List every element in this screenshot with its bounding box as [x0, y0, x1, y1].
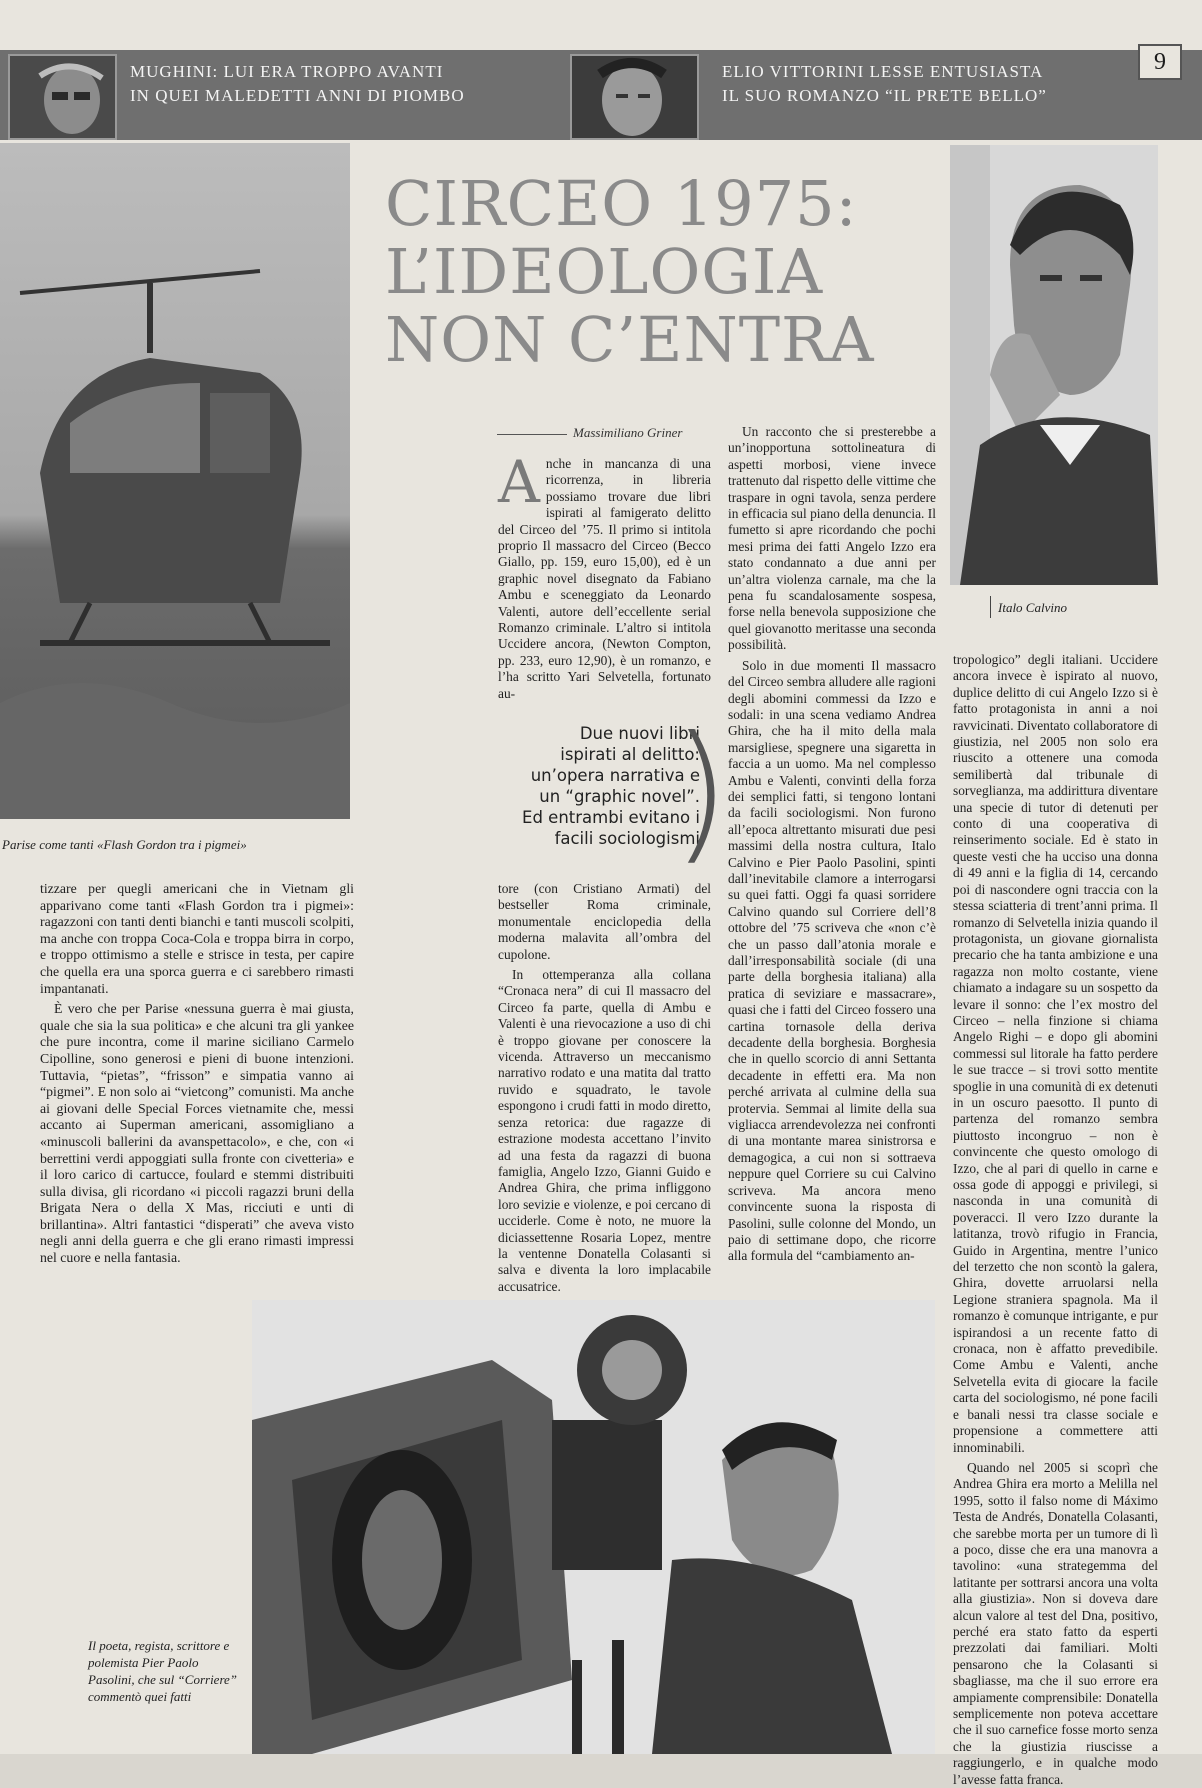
col1-paragraph-2: È vero che per Parise «nessuna guerra è mai giusta, quale che sia la sua politica» e che alcuni tra gli yankee che pure incontra, come il marine siciliano Carmelo Cipolline, sono generosi e pieni di buone intenzioni. Tuttavia, “pietas”, “frisson” e simpatia vanno ai “pigmei”. E non solo ai “vietcong” comunisti. Ma anche ai giovani delle Special Forces vietnamite che, messi accanto ai Superman americani, assomigliano a «minuscoli ballerini da avanspettacolo», e che, con «i berrettini verdi appoggiati sulla fronte con civetteria» e il loro carico di cartucce, foulard e stemmi distribuiti sulla divisa, gli ricordano «i piccoli ragazzi bruni della Brigata Nera o della X Mas, ricciuti e unti di brillantina». Altri fantastici “disperati” che aveva visto negli anni della guerra e che gli erano rimasti impressi nel cuore e nella fantasia.	[40, 1001, 354, 1266]
page-number: 9	[1138, 44, 1182, 80]
byline-rule	[497, 434, 567, 435]
calvino-caption: Italo Calvino	[998, 600, 1067, 615]
col2-paragraph-2: tore (con Cristiano Armati) del bestseller Roma criminale, monumentale enciclopedia della moderna malavita all’ombra del cupolone.	[498, 881, 711, 962]
pull-quote	[520, 705, 730, 879]
col4-paragraph-2: Quando nel 2005 si scoprì che Andrea Ghira era morto a Melilla nel 1995, sotto il falso nome di Máximo Testa de Andrés, Donatella Colasanti, che sarebbe morta per un tumore di lì a poco, disse che era una manovra a tavolino: «una strategemma del latitante per sottrarsi ancora una volta alla giustizia». Non si doveva dare alcun valore al test del Dna, positivo, perché era stato fatto da esperti prezzolati dai familiari. Molti pensarono che la Colasanti si sbagliasse, ma che il suo errore era ampiamente comprensibile: Donatella semplicemente non poteva accettare che il suo carnefice fosse morto senza che la giustizia riuscisse a raggiungerlo, e in qualche modo l’avesse fatta franca.	[953, 1459, 1158, 1787]
headline-line1: CIRCEO 1975:	[385, 167, 858, 240]
headline-line2: L’IDEOLOGIA	[385, 235, 824, 308]
col3-paragraph-2: Solo in due momenti Il massacro del Circeo sembra alludere alle ragioni degli abomini commessi da Izzo e sodali: in una scena vediamo Andrea Ghira, che ha il mito della mala marsigliese, spegnere una sigaretta in faccia a un uomo. Ma nel complesso Ambu e Valenti, convinti della forza dei semplici fatti, si tengono lontani da facili sociologismi. Non furono all’epoca altrettanto misurati due pesi massimi della nostra cultura, Italo Calvino e Pier Paolo Pasolini, spinti dall’inevitabile clamore a interrogarsi su quei fatti. Oggi fa quasi sorridere Calvino quando sul Corriere dell’8 ottobre del ’75 scriveva che «non c’è che un passo dall’atonia morale e dall’irresponsabilità sociale (di una parte della borghesia italiana) alla pratica di seviziare e massacrare», quasi che i fatti del Circeo fossero una cartina tornasole della deriva decadente della borghesia. Borghesia che in quello scorcio di anni Settanta decadente in effetti era. Ma non perché arrivata al culmine della sua protervia. Semmai al limite della sua vigliacca arrendevolezza nei confronti di una montante marea sinistrorsa e demagogica, a cui non si sottraeva neppure quel Corriere su cui Calvino scriveva. Ma ancora meno convincente suona la risposta di Pasolini, sulle colonne del Mondo, un paio di settimane dopo, che ricorre alla formula del “cambiamento an-	[728, 657, 936, 1264]
column-2-top	[498, 448, 711, 701]
pull-quote-brace: )	[671, 705, 730, 879]
banner-right-line2: IL SUO ROMANZO “IL PRETE BELLO”	[722, 86, 1047, 105]
dropcap-a: A	[498, 448, 540, 516]
pasolini-photo	[252, 1300, 935, 1754]
intro-paragraph: Anche in mancanza di una ricorrenza, in libreria possiamo trovare due libri ispirati al famigerato delitto del Circeo del ’75. Il primo si intitola proprio Il massacro del Circeo (Becco Giallo, pp. 159, euro 15,00), ed è un graphic novel disegnato da Fabiano Ambu e sceneggiato da Leonardo Valenti, autore dell’eccellente serial Romanzo criminale. L’altro si intitola Uccidere ancora, (Newton Compton, pp. 233, euro 12,90), è un romanzo, e l’ha scritto Yari Selvetella, fortunato au-	[498, 448, 711, 701]
headline-line3: NON C’ENTRA	[385, 303, 875, 376]
pull-quote-text: Due nuovi libri ispirati al delitto: un’opera narrativa e un “graphic novel”. Ed entrambi evitano i facili sociologismi	[522, 724, 700, 848]
column-4	[953, 652, 1158, 1787]
banner-left-line2: IN QUEI MALEDETTI ANNI DI PIOMBO	[130, 86, 465, 105]
mughini-portrait	[8, 54, 117, 140]
banner-left-line1: MUGHINI: LUI ERA TROPPO AVANTI	[130, 62, 444, 81]
banner-right-line1: ELIO VITTORINI LESSE ENTUSIASTA	[722, 62, 1044, 81]
byline	[497, 425, 712, 441]
vittorini-portrait	[570, 54, 699, 140]
calvino-photo	[950, 145, 1158, 585]
calvino-caption-rule	[990, 596, 991, 618]
col4-paragraph-1: tropologico” degli italiani. Uccidere ancora invece è ispirato al nuovo, duplice delitto di cui Angelo Izzo si è fatto protagonista in anni a noi ravvicinati. Diventato collaboratore di giustizia, nel 2005 non solo era riuscito a ottenere una comoda semilibertà dal tribunale di sorveglianza, ma addirittura diventare una specie di tutor di detenuti per conto di una cooperativa di reinserimento sociale. Ed è stato in queste vesti che ha ucciso una donna di 49 anni e la figlia di 14, cercando poi di nascondere ogni traccia con la stessa sciatteria di trent’anni prima. Il romanzo di Selvetella inizia quando il protagonista, un giovane giornalista precario che ha tanta ambizione e una ragazza non molto costante, viene chiamato a indagare su un sospetto da levare il sonno: che l’ex mostro del Circeo – nella finzione si chiama Angelo Righi – e dopo gli abomini commessi sul litorale ha fatto perdere le sue tracce – si trovi sotto mentite spoglie in una comunità di ex detenuti in un oscuro paesotto. Il punto di partenza del romanzo sembra piuttosto incongruo – non è convincente che questo omologo di Izzo, che al pari di quello in carne e ossa gode di appoggi e privilegi, si nasconda in una comunità di poveracci. Il vero Izzo durante la latitanza, trovò rifugio in Francia, Guido in Argentina, mentre l’unico del terzetto che non scontò la galera, Ghira, dovette arruolarsi nella Legione straniera spagnola. Ma il romanzo è comunque intrigante, e pur ispirandosi a un recente fatto di cronaca, non è affatto prevedibile. Come Ambu e Valenti, anche Selvetella evita di giocare la facile carta del sociologismo, né pone facili e banali nessi tra classe sociale e propensione a commettere atti innominabili.	[953, 652, 1158, 1455]
helicopter-caption: Parise come tanti «Flash Gordon tra i pigmei»	[2, 837, 247, 852]
col1-paragraph-1: tizzare per quegli americani che in Vietnam gli apparivano come tanti «Flash Gordon tra i pigmei»: ragazzoni con tanti denti bianchi e tanti muscoli scolpiti, ma anche con troppa Coca-Cola e troppa birra in corpo, e troppo ottimismo a stelle e strisce in testa, per capire che quella era una sporca guerra e ci sarebbero rimasti impantanati.	[40, 881, 354, 996]
top-banner	[0, 50, 1202, 140]
col2-paragraph-3: In ottemperanza alla collana “Cronaca nera” di cui Il massacro del Circeo fa parte, quella di Ambu e Valenti è una rievocazione a uso di chi è troppo giovane per conoscere la vicenda. Attraverso un meccanismo narrativo rodato e una matita dal tratto ruvido e squadrato, le tavole espongono i crudi fatti in modo diretto, senza retorica: due ragazze di estrazione modesta accettano l’invito ad una festa da ragazzi di buona famiglia, Angelo Izzo, Gianni Guido e Andrea Ghira, che prima infliggono loro sevizie e violenze, e poi cercano di ucciderle. Come è noto, ne muore la diciassettenne Rosaria Lopez, mentre la ventenne Donatella Colasanti si salva e diventa la loro implacabile accusatrice.	[498, 967, 711, 1294]
helicopter-photo	[0, 143, 350, 819]
column-3	[728, 424, 936, 1270]
byline-author: Massimiliano Griner	[573, 425, 683, 440]
pasolini-caption: Il poeta, regista, scrittore e polemista Pier Paolo Pasolini, che sul “Corriere” commentò quei fatti	[88, 1638, 238, 1704]
headline	[385, 167, 925, 376]
col3-paragraph-1: Un racconto che si presterebbe a un’inopportuna sottolineatura di aspetti morbosi, viene invece trattenuto dal rispetto delle vittime che traspare in ogni tavola, senza perdere in efficacia sul piano della denuncia. Il fumetto si apre ricordando che pochi mesi prima dei fatti Angelo Izzo era stato condannato a due anni per un’altra violenza carnale, ma che la pena fu scandalosamente sospesa, forse nella benevola supposizione che quel giovanotto meritasse una seconda possibilità.	[728, 424, 936, 653]
column-2-bottom	[498, 881, 711, 1294]
column-1	[40, 881, 354, 1277]
